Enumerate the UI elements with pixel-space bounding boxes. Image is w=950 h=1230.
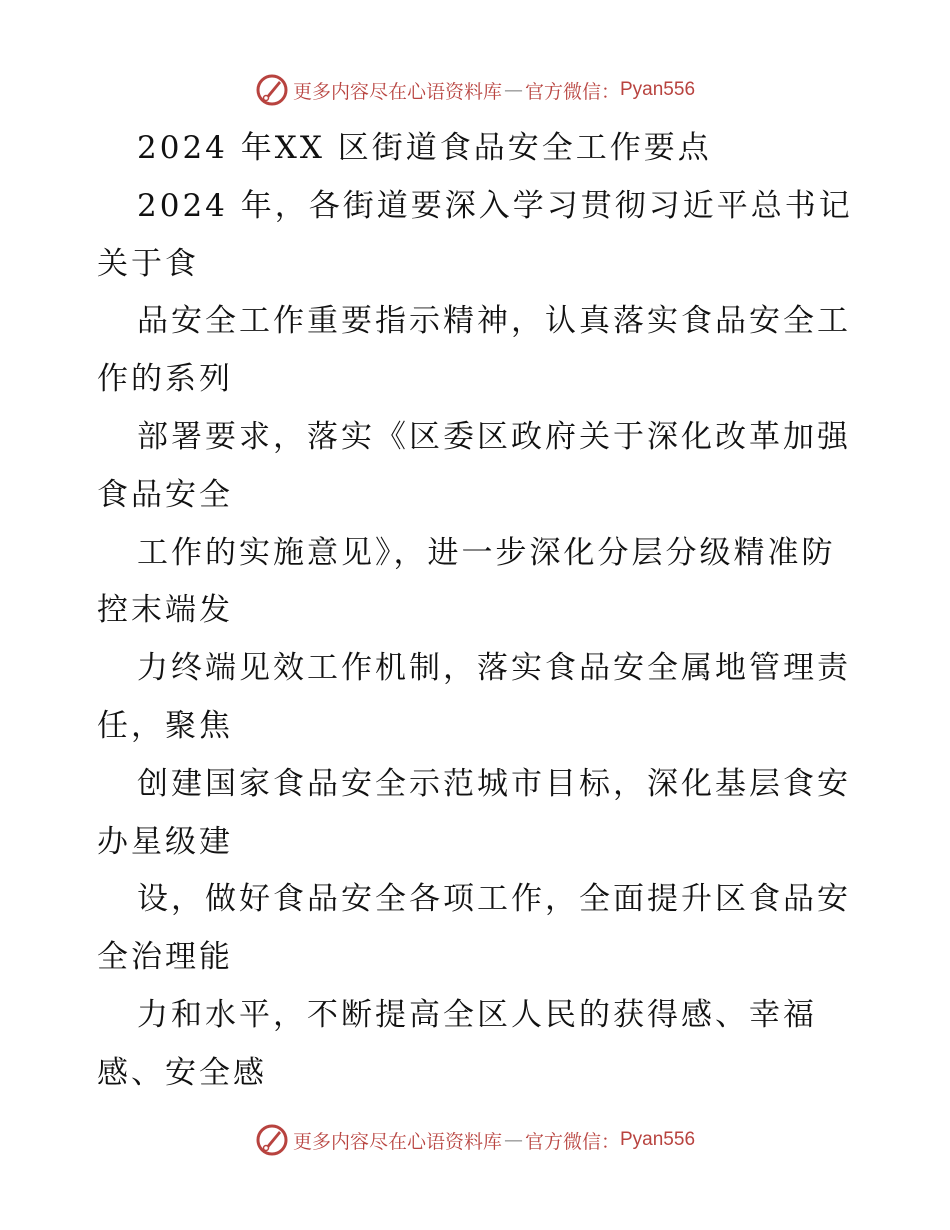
paragraph-line: 作的系列	[97, 361, 233, 398]
paragraph-line: 创建国家食品安全示范城市目标，深化基层食安	[137, 765, 851, 802]
watermark-id: Pyan556	[620, 1129, 696, 1150]
paragraph-line: 关于食	[97, 245, 199, 282]
paragraph-line: 2024 年，各街道要深入学习贯彻习近平总书记	[137, 187, 853, 224]
paragraph-line: 全治理能	[97, 939, 233, 976]
paragraph-line: 任，聚焦	[97, 707, 233, 744]
watermark-label: 官方微信：	[524, 1130, 620, 1153]
paragraph-line: 力终端见效工作机制，落实食品安全属地管理责	[137, 650, 851, 687]
quill-logo-icon	[255, 1123, 289, 1157]
paragraph-line: 工作的实施意见》，进一步深化分层分级精准防	[137, 534, 836, 571]
watermark-separator: —	[503, 79, 523, 101]
paragraph-line: 控末端发	[97, 592, 233, 629]
paragraph-line: 办星级建	[97, 823, 233, 860]
paragraph-line: 部署要求，落实《区委区政府关于深化改革加强	[137, 418, 851, 455]
paragraph-line: 设，做好食品安全各项工作，全面提升区食品安	[137, 881, 851, 918]
watermark-label: 官方微信：	[524, 80, 620, 103]
footer-watermark	[0, 1120, 950, 1160]
watermark-separator: —	[503, 1129, 523, 1151]
paragraph-line: 食品安全	[97, 476, 233, 513]
watermark-id: Pyan556	[620, 79, 696, 100]
document-body	[97, 120, 857, 1103]
document-title: 2024 年XX 区街道食品安全工作要点	[137, 130, 712, 166]
paragraph-line: 力和水平，不断提高全区人民的获得感、幸福	[137, 996, 817, 1033]
paragraph-line: 感、安全感	[97, 1054, 267, 1091]
quill-logo-icon	[255, 73, 289, 107]
watermark-text: 更多内容尽在心语资料库	[292, 80, 502, 103]
header-watermark	[0, 70, 950, 110]
paragraph-line: 品安全工作重要指示精神，认真落实食品安全工	[137, 303, 851, 340]
watermark-text: 更多内容尽在心语资料库	[292, 1130, 502, 1153]
